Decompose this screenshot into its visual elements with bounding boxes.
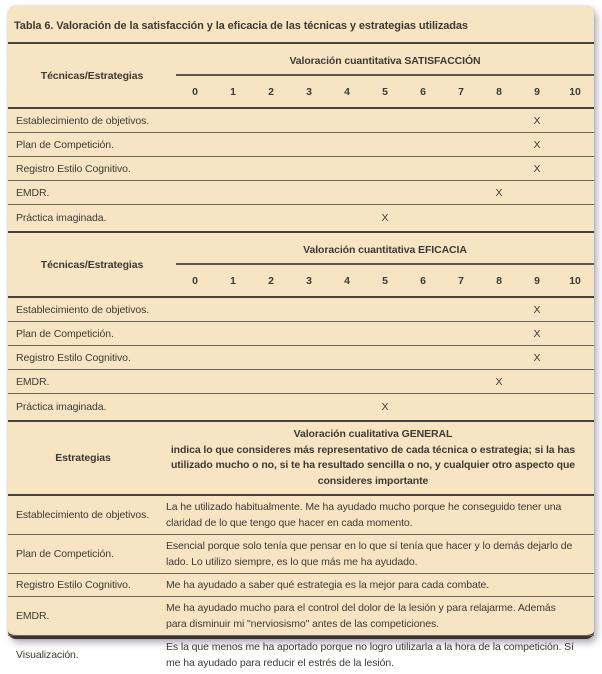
score-cell-10 [556,297,594,322]
score-cell-2 [252,133,290,157]
score-cell-8 [480,157,518,181]
table-row [8,346,594,370]
strategy-comment: Me ha ayudado mucho para el control del dolor de la lesión y para relajarme. Además para disminuir mi "nerviosismo" antes de las competiciones. [158,597,594,636]
score-cell-1 [214,297,252,322]
score-cell-0 [176,297,214,322]
score-cell-7 [442,322,480,346]
score-cell-4 [328,297,366,322]
score-cell-0 [176,346,214,370]
scale-value-0: 0 [176,75,214,108]
satisfaction-table [8,44,594,233]
technique-label: Plan de Competición. [8,133,176,157]
table-title: Tabla 6. Valoración de la satisfacción y la eficacia de las técnicas y estrategias utilizadas [8,6,594,44]
score-cell-0 [176,205,214,233]
scale-value-2: 2 [252,75,290,108]
score-cell-9 [518,205,556,233]
score-cell-0 [176,370,214,394]
table-row [8,394,594,422]
score-cell-0 [176,133,214,157]
score-cell-3 [290,297,328,322]
score-cell-5 [366,157,404,181]
technique-label: Establecimiento de objetivos. [8,297,176,322]
score-cell-8 [480,322,518,346]
scale-value-2: 2 [252,264,290,297]
technique-label: Plan de Competición. [8,322,176,346]
scale-value-7: 7 [442,75,480,108]
score-cell-10 [556,157,594,181]
scale-value-1: 1 [214,264,252,297]
table-row [8,370,594,394]
table-row [8,574,594,597]
qualitative-header-description: indica lo que consideres más representativo de cada técnica o estrategia; si la has utilizado mucho o no, si te ha resultado sencilla o no, y cualquier otro aspecto que consideres importante [171,444,575,487]
score-cell-2 [252,181,290,205]
score-cell-6 [404,157,442,181]
score-cell-0 [176,394,214,422]
column-header-tecnicas: Técnicas/Estrategias [8,233,176,297]
table-row [8,535,594,574]
score-cell-6 [404,205,442,233]
table-row [8,205,594,233]
score-cell-10 [556,133,594,157]
mark-cell-5: X [366,394,404,422]
score-cell-5 [366,108,404,133]
mark-cell-9: X [518,157,556,181]
score-cell-9 [518,394,556,422]
mark-cell-9: X [518,133,556,157]
score-cell-1 [214,346,252,370]
score-cell-4 [328,346,366,370]
score-cell-7 [442,394,480,422]
mark-cell-9: X [518,346,556,370]
score-cell-8 [480,394,518,422]
table-row [8,133,594,157]
table-card [8,6,594,639]
score-cell-1 [214,108,252,133]
strategy-label: Visualización. [8,636,158,674]
score-cell-7 [442,157,480,181]
score-cell-2 [252,394,290,422]
strategy-label: Establecimiento de objetivos. [8,495,158,535]
score-cell-2 [252,370,290,394]
score-cell-8 [480,133,518,157]
score-cell-9 [518,370,556,394]
score-cell-8 [480,297,518,322]
scale-value-0: 0 [176,264,214,297]
score-cell-3 [290,370,328,394]
table-row [8,181,594,205]
qualitative-header [158,422,594,495]
score-cell-6 [404,133,442,157]
scale-value-7: 7 [442,264,480,297]
qualitative-header-title: Valoración cualitativa GENERAL [164,427,582,443]
score-cell-10 [556,370,594,394]
mark-cell-9: X [518,322,556,346]
score-cell-5 [366,322,404,346]
table-row [8,157,594,181]
score-cell-4 [328,181,366,205]
scale-value-4: 4 [328,75,366,108]
score-cell-0 [176,322,214,346]
mark-cell-9: X [518,108,556,133]
score-cell-3 [290,181,328,205]
table-row [8,322,594,346]
satisfaction-header: Valoración cuantitativa SATISFACCIÓN [176,44,594,75]
score-cell-1 [214,133,252,157]
score-cell-9 [518,181,556,205]
technique-label: EMDR. [8,181,176,205]
score-cell-5 [366,133,404,157]
score-cell-10 [556,205,594,233]
score-cell-0 [176,181,214,205]
scale-value-9: 9 [518,264,556,297]
scale-value-5: 5 [366,264,404,297]
score-cell-4 [328,133,366,157]
scale-value-5: 5 [366,75,404,108]
score-cell-6 [404,181,442,205]
score-cell-10 [556,346,594,370]
score-cell-1 [214,394,252,422]
score-cell-0 [176,108,214,133]
qualitative-table [8,422,594,674]
score-cell-7 [442,297,480,322]
strategy-label: Registro Estilo Cognitivo. [8,574,158,597]
scale-value-6: 6 [404,264,442,297]
mark-cell-5: X [366,205,404,233]
score-cell-4 [328,370,366,394]
score-cell-4 [328,394,366,422]
score-cell-7 [442,108,480,133]
score-cell-3 [290,133,328,157]
score-cell-2 [252,108,290,133]
score-cell-6 [404,394,442,422]
strategy-label: EMDR. [8,597,158,636]
scale-value-4: 4 [328,264,366,297]
score-cell-3 [290,157,328,181]
score-cell-6 [404,370,442,394]
technique-label: Práctica imaginada. [8,205,176,233]
score-cell-3 [290,394,328,422]
strategy-comment: La he utilizado habitualmente. Me ha ayudado mucho porque he conseguido tener una claridad de lo que tengo que hacer en cada momento. [158,495,594,535]
score-cell-1 [214,181,252,205]
scale-value-3: 3 [290,75,328,108]
score-cell-2 [252,322,290,346]
score-cell-4 [328,157,366,181]
strategy-comment: Me ha ayudado a saber qué estrategia es la mejor para cada combate. [158,574,594,597]
score-cell-10 [556,181,594,205]
score-cell-7 [442,181,480,205]
score-cell-5 [366,346,404,370]
scale-value-3: 3 [290,264,328,297]
table-row [8,297,594,322]
score-cell-3 [290,205,328,233]
score-cell-6 [404,108,442,133]
table-row [8,495,594,535]
score-cell-7 [442,346,480,370]
score-cell-7 [442,133,480,157]
score-cell-5 [366,370,404,394]
mark-cell-8: X [480,181,518,205]
score-cell-1 [214,322,252,346]
score-cell-3 [290,322,328,346]
technique-label: Registro Estilo Cognitivo. [8,157,176,181]
technique-label: Registro Estilo Cognitivo. [8,346,176,370]
score-cell-8 [480,205,518,233]
column-header-estrategias: Estrategias [8,422,158,495]
score-cell-5 [366,297,404,322]
mark-cell-8: X [480,370,518,394]
scale-value-6: 6 [404,75,442,108]
score-cell-4 [328,205,366,233]
scale-value-8: 8 [480,264,518,297]
score-cell-6 [404,322,442,346]
strategy-comment: Es la que menos me ha aportado porque no logro utilizarla a la hora de la competición. Sí me ha ayudado para reducir el estrés de la lesión. [158,636,594,674]
score-cell-4 [328,108,366,133]
strategy-label: Plan de Competición. [8,535,158,574]
score-cell-2 [252,157,290,181]
score-cell-6 [404,297,442,322]
score-cell-5 [366,181,404,205]
column-header-tecnicas: Técnicas/Estrategias [8,44,176,108]
strategy-comment: Esencial porque solo tenía que pensar en lo que sí tenía que hacer y lo demás dejarlo de lado. Lo utilizo siempre, es lo que más me ha ayudado. [158,535,594,574]
score-cell-8 [480,108,518,133]
score-cell-1 [214,157,252,181]
technique-label: EMDR. [8,370,176,394]
scale-value-1: 1 [214,75,252,108]
scale-value-9: 9 [518,75,556,108]
scale-value-10: 10 [556,75,594,108]
score-cell-3 [290,346,328,370]
score-cell-3 [290,108,328,133]
score-cell-10 [556,322,594,346]
score-cell-1 [214,205,252,233]
table-row [8,597,594,636]
score-cell-0 [176,157,214,181]
score-cell-2 [252,346,290,370]
technique-label: Establecimiento de objetivos. [8,108,176,133]
score-cell-4 [328,322,366,346]
score-cell-10 [556,394,594,422]
score-cell-7 [442,370,480,394]
score-cell-1 [214,370,252,394]
score-cell-7 [442,205,480,233]
scale-value-8: 8 [480,75,518,108]
table-row [8,108,594,133]
efficacy-table [8,233,594,422]
score-cell-6 [404,346,442,370]
efficacy-header: Valoración cuantitativa EFICACIA [176,233,594,264]
mark-cell-9: X [518,297,556,322]
score-cell-8 [480,346,518,370]
table-row [8,636,594,674]
scale-value-10: 10 [556,264,594,297]
score-cell-2 [252,205,290,233]
score-cell-2 [252,297,290,322]
technique-label: Práctica imaginada. [8,394,176,422]
score-cell-10 [556,108,594,133]
